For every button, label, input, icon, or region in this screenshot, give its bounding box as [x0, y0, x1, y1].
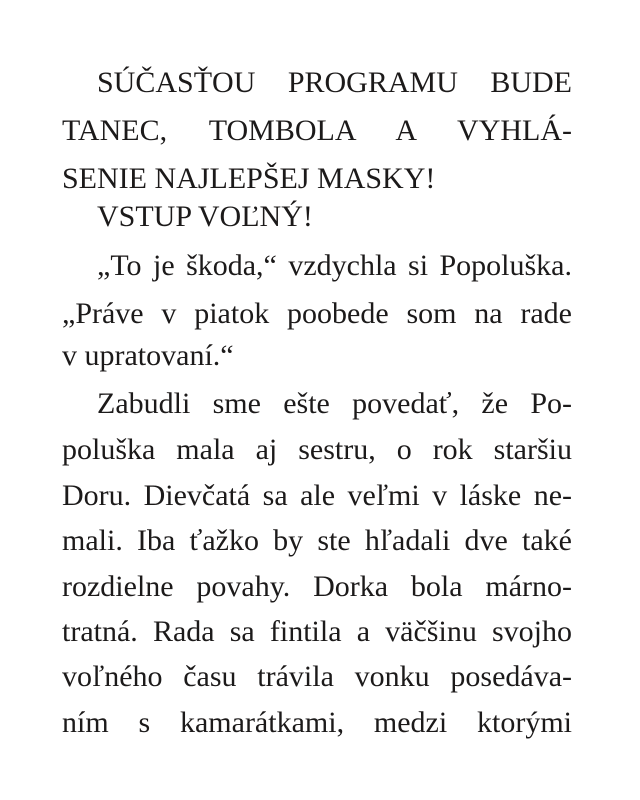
paragraph-line: Doru. Dievčatá sa ale veľmi v láske ne-: [62, 479, 572, 512]
notice-line-2: TANEC, TOMBOLA A VYHLÁ-: [62, 114, 572, 147]
paragraph-line: poluška mala aj sestru, o rok staršiu: [62, 433, 572, 466]
paragraph-line: „To je škoda,“ vzdychla si Popoluška.: [97, 249, 572, 282]
notice-line-4: VSTUP VOĽNÝ!: [97, 200, 313, 233]
paragraph-line: tratná. Rada sa fintila a väčšinu svojho: [62, 615, 572, 648]
notice-line-3: SENIE NAJLEPŠEJ MASKY!: [62, 162, 436, 195]
paragraph-line: mali. Iba ťažko by ste hľadali dve také: [62, 524, 572, 557]
paragraph-line: „Práve v piatok poobede som na rade: [62, 297, 572, 330]
notice-line-1: SÚČASŤOU PROGRAMU BUDE: [97, 66, 572, 99]
paragraph-line: ním s kamarátkami, medzi ktorými: [62, 706, 572, 739]
paragraph-line: rozdielne povahy. Dorka bola márno-: [62, 570, 572, 603]
paragraph-line: voľného času trávila vonku posedáva-: [62, 660, 572, 693]
paragraph-line: Zabudli sme ešte povedať, že Po-: [97, 387, 572, 420]
paragraph-line: v upratovaní.“: [62, 339, 234, 372]
